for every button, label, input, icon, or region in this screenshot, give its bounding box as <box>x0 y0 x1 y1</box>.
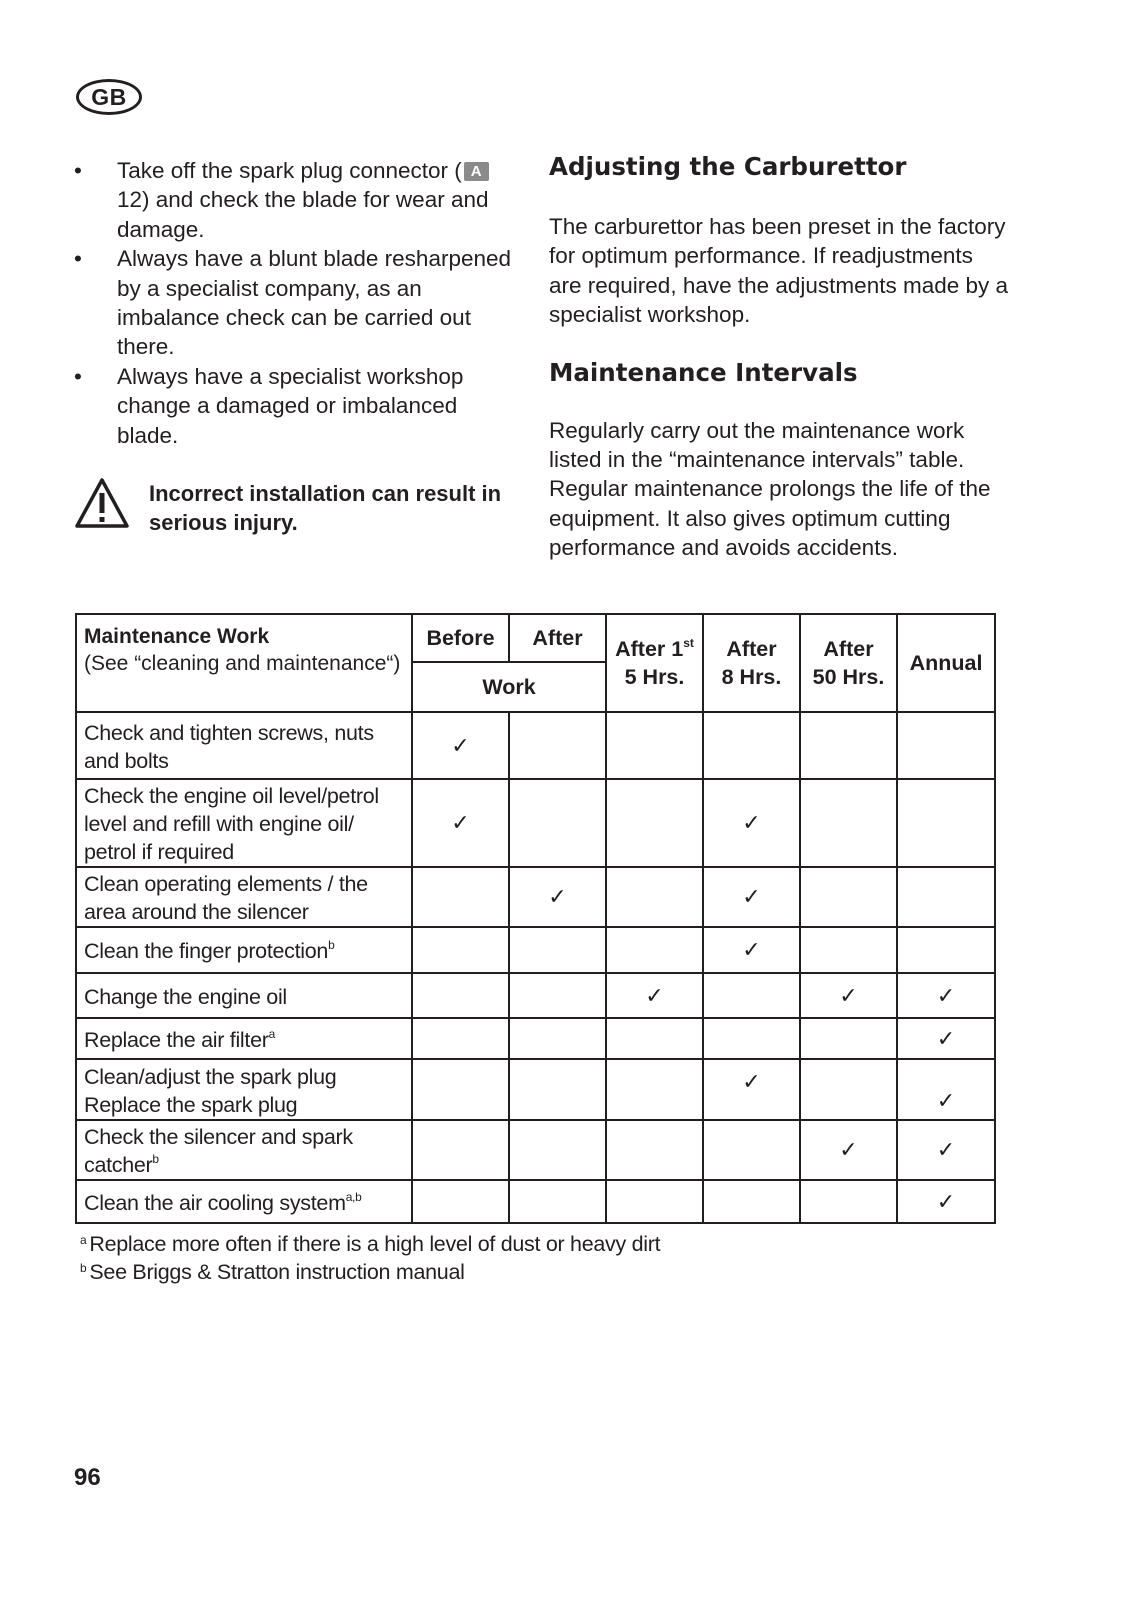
task-text: Clean the air cooling system <box>84 1190 346 1215</box>
empty-cell <box>897 927 995 973</box>
empty-cell <box>412 1120 509 1180</box>
header-work: Work <box>412 662 606 712</box>
empty-cell <box>606 712 703 779</box>
list-item-text-end: 12) and check the blade for wear and damage. <box>117 187 489 242</box>
task-cell <box>76 1120 412 1180</box>
footnote-reference: a <box>268 1026 275 1041</box>
empty-cell <box>800 779 897 867</box>
header-after-8-hours: 8 Hrs. <box>721 665 782 689</box>
list-item-text-start: Take off the spark plug connector ( <box>117 158 462 183</box>
empty-cell <box>509 1018 606 1059</box>
region-badge: GB <box>76 79 142 115</box>
figure-reference-badge: A <box>464 162 489 181</box>
table-footnotes <box>80 1230 660 1286</box>
bullet-marker: • <box>74 363 82 389</box>
check-mark-icon: ✓ <box>412 779 509 867</box>
table-row <box>76 973 995 1018</box>
header-after-first-5-hrs <box>606 614 703 712</box>
task-cell <box>76 1018 412 1059</box>
empty-cell <box>509 712 606 779</box>
empty-cell <box>703 1120 800 1180</box>
task-cell <box>76 1059 412 1120</box>
task-text-clean-adjust: Clean/adjust the spark plug <box>84 1064 337 1089</box>
empty-cell <box>509 927 606 973</box>
header-after-50-hours: 50 Hrs. <box>812 665 885 689</box>
task-cell <box>76 927 412 973</box>
empty-cell <box>412 1180 509 1223</box>
check-mark-icon: ✓ <box>703 779 800 867</box>
page-number: 96 <box>74 1464 101 1491</box>
empty-cell <box>509 1120 606 1180</box>
empty-cell <box>606 1059 703 1120</box>
header-maintenance-work <box>76 614 412 712</box>
empty-cell <box>897 712 995 779</box>
table-row <box>76 1018 995 1059</box>
empty-cell <box>412 973 509 1018</box>
footnote-marker: a <box>80 1233 87 1247</box>
task-cell: Check and tighten screws, nuts and bolts <box>76 712 412 779</box>
empty-cell <box>703 712 800 779</box>
task-cell: Change the engine oil <box>76 973 412 1018</box>
warning-text: Incorrect installation can result in serious injury. <box>149 481 502 536</box>
footnote-text: Replace more often if there is a high level of dust or heavy dirt <box>89 1232 661 1256</box>
check-mark-icon: ✓ <box>412 712 509 779</box>
task-text: Clean the finger protection <box>84 939 329 963</box>
empty-cell <box>606 927 703 973</box>
check-mark-icon: ✓ <box>897 1018 995 1059</box>
empty-cell <box>800 1018 897 1059</box>
task-text: Replace the air filter <box>84 1027 269 1052</box>
table-row <box>76 779 995 867</box>
maintenance-intervals-paragraph: Regularly carry out the maintenance work listed in the “maintenance intervals” table. Regular maintenance prolongs the life of the equipment. It also gives optimum cutting performance and avoids accidents. <box>549 417 991 561</box>
header-after-50-hrs <box>800 614 897 712</box>
empty-cell <box>412 927 509 973</box>
header-work-subtitle: (See “cleaning and maintenance“) <box>84 652 401 675</box>
empty-cell <box>897 867 995 927</box>
empty-cell <box>412 1059 509 1120</box>
empty-cell <box>800 927 897 973</box>
table-row <box>76 1180 995 1223</box>
empty-cell <box>509 1059 606 1120</box>
bullet-marker: • <box>74 158 82 183</box>
header-before: Before <box>412 614 509 662</box>
check-mark-icon: ✓ <box>703 927 800 973</box>
header-after-8-hrs <box>703 614 800 712</box>
task-cell: Check the engine oil level/petrol level and refill with engine oil/ petrol if required <box>76 779 412 867</box>
empty-cell <box>703 1180 800 1223</box>
empty-cell <box>412 867 509 927</box>
header-after-8-label: After <box>726 637 777 661</box>
check-mark-icon: ✓ <box>897 1120 995 1180</box>
maintenance-intervals-table <box>75 613 996 1224</box>
header-annual: Annual <box>897 614 995 712</box>
empty-cell <box>606 1018 703 1059</box>
table-row <box>76 867 995 927</box>
right-column <box>549 150 1009 563</box>
footnote-reference: a,b <box>345 1189 362 1204</box>
footnote-item <box>80 1230 660 1258</box>
header-ordinal-suffix: st <box>683 636 694 650</box>
header-work-title: Maintenance Work <box>84 625 270 648</box>
task-cell: Clean operating elements / the area around the silencer <box>76 867 412 927</box>
empty-cell <box>800 1180 897 1223</box>
footnote-reference: b <box>152 1152 159 1166</box>
empty-cell <box>606 867 703 927</box>
header-after-first-label: After 1 <box>615 637 684 661</box>
table-row <box>76 927 995 973</box>
empty-cell <box>509 1180 606 1223</box>
list-item-text: Always have a blunt blade resharpened by a specialist company, as an imbalance check can be carried out there. <box>117 246 512 360</box>
task-text-replace: Replace the spark plug <box>84 1092 298 1117</box>
footnote-marker: b <box>80 1261 87 1275</box>
carburettor-paragraph: The carburettor has been preset in the factory for optimum performance. If readjustments are required, have the adjustments made by a specialist workshop. <box>549 214 1009 328</box>
footnote-text: See Briggs & Stratton instruction manual <box>89 1260 465 1284</box>
empty-cell <box>703 973 800 1018</box>
check-mark-icon: ✓ <box>800 1120 897 1180</box>
bullet-marker: • <box>74 246 82 272</box>
list-item <box>74 362 519 450</box>
empty-cell <box>703 1018 800 1059</box>
empty-cell <box>800 867 897 927</box>
empty-cell <box>897 779 995 867</box>
instruction-list <box>74 156 519 450</box>
check-mark-icon: ✓ <box>897 1059 995 1120</box>
empty-cell <box>509 779 606 867</box>
header-after-50-label: After <box>823 637 874 661</box>
empty-cell <box>800 1059 897 1120</box>
empty-cell <box>606 1180 703 1223</box>
table-row <box>76 712 995 779</box>
check-mark-icon: ✓ <box>703 1059 800 1120</box>
warning-triangle-icon <box>74 477 130 529</box>
check-mark-icon: ✓ <box>800 973 897 1018</box>
empty-cell <box>412 1018 509 1059</box>
empty-cell <box>800 712 897 779</box>
check-mark-icon: ✓ <box>897 973 995 1018</box>
maintenance-intervals-heading: Maintenance Intervals <box>549 357 858 387</box>
table-row <box>76 1059 995 1120</box>
list-item <box>74 244 519 362</box>
carburettor-heading: Adjusting the Carburettor <box>549 152 907 181</box>
list-item <box>74 156 519 244</box>
task-cell <box>76 1180 412 1223</box>
footnote-reference: b <box>328 938 335 952</box>
task-text: Check the silencer and spark catcher <box>84 1125 353 1177</box>
header-after-first-hours: 5 Hrs. <box>624 665 685 689</box>
empty-cell <box>606 779 703 867</box>
empty-cell <box>606 1120 703 1180</box>
empty-cell <box>509 973 606 1018</box>
check-mark-icon: ✓ <box>897 1180 995 1223</box>
table-row <box>76 1120 995 1180</box>
check-mark-icon: ✓ <box>509 867 606 927</box>
warning-notice <box>74 479 519 539</box>
footnote-item <box>80 1258 660 1286</box>
check-mark-icon: ✓ <box>703 867 800 927</box>
header-after: After <box>509 614 606 662</box>
check-mark-icon: ✓ <box>606 973 703 1018</box>
list-item-text: Always have a specialist workshop change a damaged or imbalanced blade. <box>117 363 464 448</box>
left-column <box>74 156 519 539</box>
